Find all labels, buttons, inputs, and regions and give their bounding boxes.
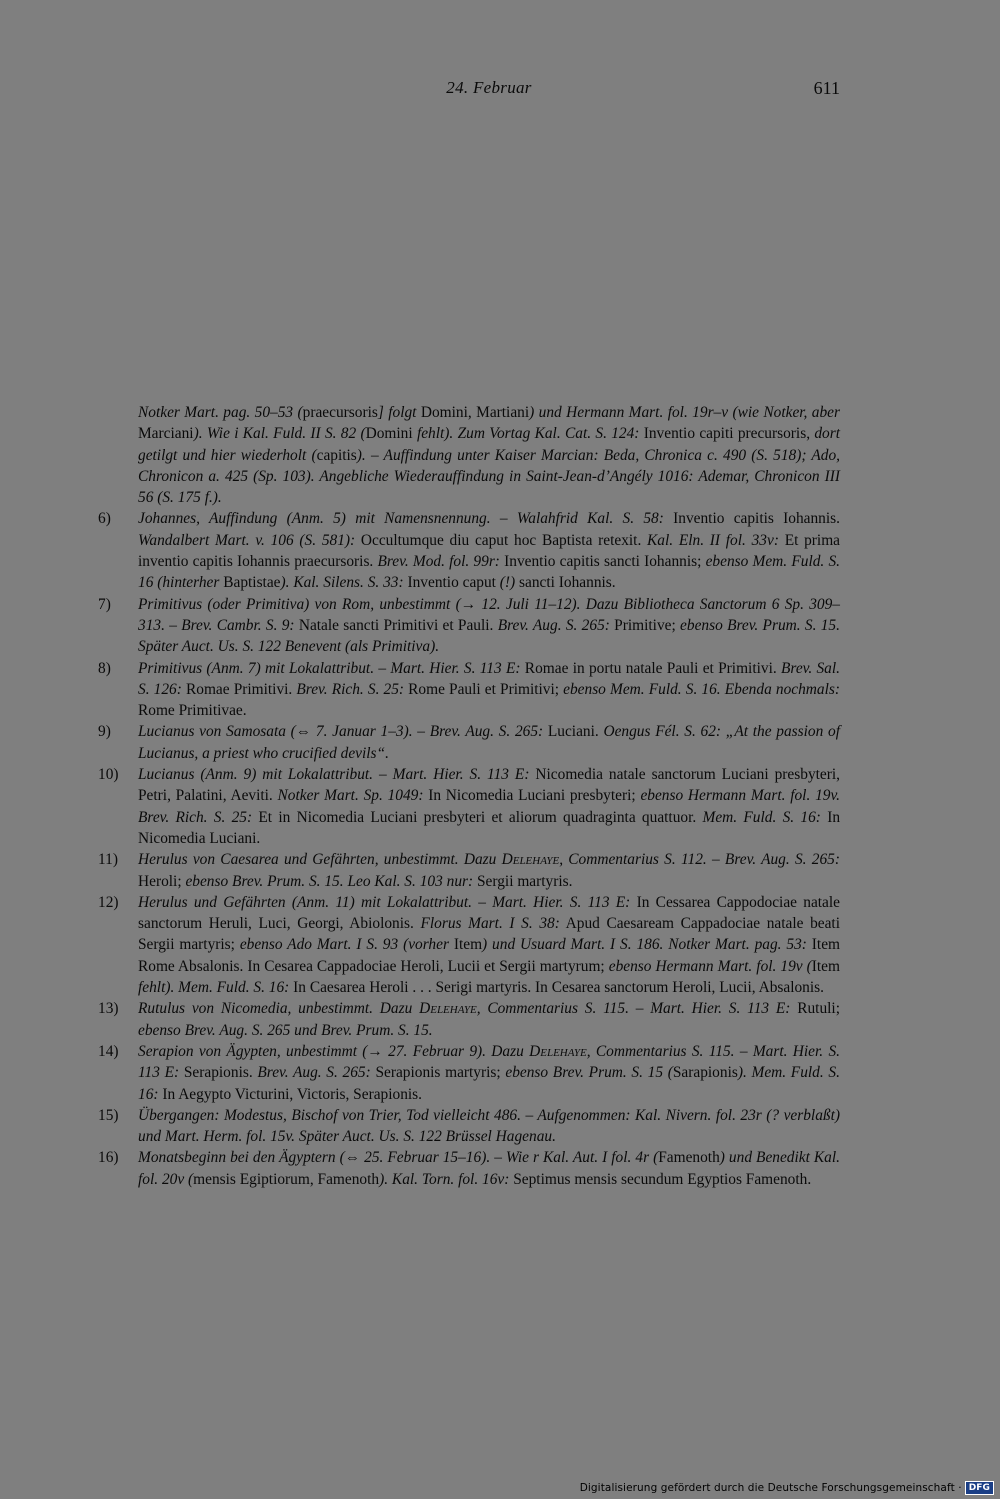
- page-number: 611: [813, 78, 840, 98]
- footnote-number: 11): [98, 851, 118, 869]
- running-head: [138, 78, 840, 104]
- footnote-number: 9): [98, 723, 111, 741]
- footnotes-section: [98, 402, 840, 1190]
- footnote-text: Monatsbeginn bei den Ägyptern (⇔ 25. Februar 15–16). – Wie r Kal. Aut. I fol. 4r (Famenoth) und Benedikt Kal. fol. 20v (mensis Egiptiorum, Famenoth). Kal. Torn. fol. 16v: Septimus mensis secundum Egyptios Famenoth.: [138, 1149, 840, 1188]
- footnote-text: Primitivus (Anm. 7) mit Lokalattribut. – Mart. Hier. S. 113 E: Romae in portu natale Pauli et Primitivi. Brev. Sal. S. 126: Romae Primitivi. Brev. Rich. S. 25: Rome Pauli et Primitivi; ebenso Mem. Fuld. S. 16. Ebenda nochmals: Rome Primitivae.: [138, 659, 841, 720]
- footnote-text: Serapion von Ägypten, unbestimmt (→ 27. Februar 9). Dazu Delehaye, Commentarius S. 115. – Mart. Hier. S. 113 E: Serapionis. Brev. Aug. S. 265: Serapionis martyris; ebenso Brev. Prum. S. 15 (Sarapionis). Mem. Fuld. S. 16: In Aegypto Victurini, Victoris, Serapionis.: [138, 1042, 840, 1103]
- page-title: 24. Februar: [446, 78, 532, 97]
- footnote-continuation: Notker Mart. pag. 50–53 (praecursoris] folgt Domini, Martiani) und Hermann Mart. fol. 19r–v (wie Notker, aber Marciani). Wie i Kal. Fuld. II S. 82 (Domini fehlt). Zum Vortag Kal. Cat. S. 124: Inventio capiti precursoris, dort getilgt und hier wiederholt (capitis). – Auffindung unter Kaiser Marcian: Beda, Chronica c. 490 (S. 518); Ado, Chronicon a. 425 (Sp. 103). Angebliche Wiederauffindung in Saint-Jean-d’Angély 1016: Ademar, Chronicon III 56 (S. 175 f.).: [138, 404, 841, 507]
- footnote-number: 14): [98, 1042, 119, 1060]
- footnote-text: Lucianus von Samosata (⇔ 7. Januar 1–3). – Brev. Aug. S. 265: Luciani. Oengus Fél. S. 62: „At the passion of Lucianus, a priest who crucified devils“.: [138, 723, 840, 762]
- funding-text: Digitalisierung gefördert durch die Deutsche Forschungsgemeinschaft ·: [579, 1482, 962, 1494]
- footnote-number: 7): [98, 595, 111, 613]
- footnote: [98, 849, 840, 892]
- footnote: [98, 594, 840, 658]
- footnote: [98, 721, 840, 764]
- footnote: [98, 998, 840, 1041]
- footnote-number: 10): [98, 766, 119, 784]
- footnote-number: 15): [98, 1106, 119, 1124]
- footnote: [98, 508, 840, 593]
- dfg-logo: DFG: [965, 1481, 994, 1495]
- footnote-text: Primitivus (oder Primitiva) von Rom, unbestimmt (→ 12. Juli 11–12). Dazu Bibliotheca Sanctorum 6 Sp. 309–313. – Brev. Cambr. S. 9: Natale sancti Primitivi et Pauli. Brev. Aug. S. 265: Primitive; ebenso Brev. Prum. S. 15. Später Auct. Us. S. 122 Benevent (als Primitiva).: [138, 595, 840, 656]
- footnote: [98, 764, 840, 849]
- footnote-number: 12): [98, 893, 119, 911]
- footnote-number: 16): [98, 1149, 119, 1167]
- funding-credit: [580, 1481, 994, 1495]
- footnote-text: Übergangen: Modestus, Bischof von Trier, Tod vielleicht 486. – Aufgenommen: Kal. Nivern. fol. 23r (? verblaßt) und Mart. Herm. fol. 15v. Später Auct. Us. S. 122 Brüssel Hagenau.: [138, 1106, 840, 1146]
- footnote-text: Herulus und Gefährten (Anm. 11) mit Lokalattribut. – Mart. Hier. S. 113 E: In Cessarea Cappodociae natale sanctorum Heruli, Luci, Georgi, Abiolonis. Florus Mart. I S. 38: Apud Caesaream Cappadociae natale beati Sergii martyris; ebenso Ado Mart. I S. 93 (vorher Item) und Usuard Mart. I S. 186. Notker Mart. pag. 53: Item Rome Absalonis. In Cesarea Cappadociae Heroli, Lucii et Sergii martyrum; ebenso Hermann Mart. fol. 19v (Item fehlt). Mem. Fuld. S. 16: In Caesarea Heroli . . . Serigi martyris. In Cesarea sanctorum Heroli, Lucii, Absalonis.: [138, 893, 840, 997]
- footnote-text: Lucianus (Anm. 9) mit Lokalattribut. – Mart. Hier. S. 113 E: Nicomedia natale sanctorum Luciani presbyteri, Petri, Palatini, Aeviti. Notker Mart. Sp. 1049: In Nicomedia Luciani presbyteri; ebenso Hermann Mart. fol. 19v. Brev. Rich. S. 25: Et in Nicomedia Luciani presbyteri et aliorum quadraginta quattuor. Mem. Fuld. S. 16: In Nicomedia Luciani.: [138, 766, 841, 847]
- footnote-number: 8): [98, 659, 111, 677]
- footnote: [98, 1105, 840, 1148]
- footnote-text: Johannes, Auffindung (Anm. 5) mit Namensnennung. – Walahfrid Kal. S. 58: Inventio capitis Iohannis. Wandalbert Mart. v. 106 (S. 581): Occultumque diu caput hoc Baptista retexit. Kal. Eln. II fol. 33v: Et prima inventio capitis Iohannis praecursoris. Brev. Mod. fol. 99r: Inventio capitis sancti Iohannis; ebenso Mem. Fuld. S. 16 (hinterher Baptistae). Kal. Silens. S. 33: Inventio caput (!) sancti Iohannis.: [138, 510, 841, 592]
- footnote: [98, 1147, 840, 1190]
- footnote-text: Rutulus von Nicomedia, unbestimmt. Dazu Delehaye, Commentarius S. 115. – Mart. Hier. S. 113 E: Rutuli; ebenso Brev. Aug. S. 265 und Brev. Prum. S. 15.: [138, 1000, 840, 1039]
- footnote-text: Herulus von Caesarea und Gefährten, unbestimmt. Dazu Delehaye, Commentarius S. 112. – Brev. Aug. S. 265: Heroli; ebenso Brev. Prum. S. 15. Leo Kal. S. 103 nur: Sergii martyris.: [138, 851, 840, 890]
- footnote-number: 6): [98, 510, 111, 528]
- footnote: [98, 892, 840, 998]
- footnote: [98, 1041, 840, 1105]
- footnote-number: 13): [98, 1000, 119, 1018]
- footnote: [98, 658, 840, 722]
